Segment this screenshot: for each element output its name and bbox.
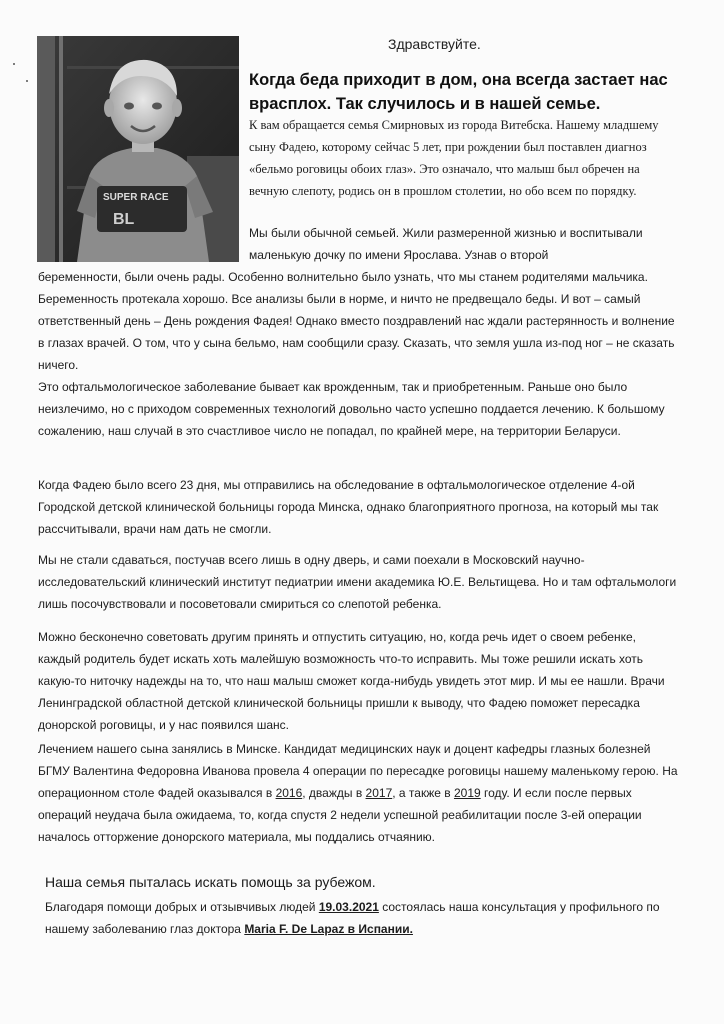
paragraph-6-text: , дважды в (302, 786, 366, 800)
paragraph-2: Это офтальмологическое заболевание бывает как врожденным, так и приобретенным. Раньше оно было неизлечимо, но с приходом современных технологий довольно часто успешно поддается лечению. К большому сожалению, наш случай в это счастливое число не попадал, по крайней мере, на территории Беларуси. (38, 380, 665, 438)
paragraph-6-text: Лечением нашего сына занялись в Минске. Кандидат медицинских наук и доцент кафедры глазных болезней БГМУ Валентина Федоровна Иванова провела 4 операции по пересадке роговицы нашему маленькому герою. На операционном столе Фадей оказывался в (38, 742, 678, 800)
consultation-date: 19.03.2021 (318, 900, 379, 914)
intro-paragraph: К вам обращается семья Смирновых из города Витебска. Нашему младшему сыну Фадею, которому сейчас 5 лет, при рождении был поставлен диагноз «бельмо роговицы обоих глаз». Это означало, что малыш был обречен на вечную слепоту, родись он в прошлом столетии, но обо всем по порядку. (249, 118, 659, 198)
greeting: Здравствуйте. (388, 36, 481, 52)
paragraph-6-text: , а также в (392, 786, 454, 800)
consultation-text: Благодаря помощи добрых и отзывчивых людей (45, 900, 319, 914)
headline: Когда беда приходит в дом, она всегда застает нас врасплох. Так случилось и в нашей семье. (249, 71, 668, 113)
paragraph-5: Можно бесконечно советовать другим принять и отпустить ситуацию, но, когда речь идет о своем ребенке, каждый родитель будет искать хоть малейшую возможность что-то исправить. Мы тоже решили искать хоть какую-то ниточку надежды на то, что наш малыш сможет когда-нибудь увидеть этот мир. И мы ее нашли. Врачи Ленинградской областной детской клинической больницы пришли к выводу, что Фадею поможет пересадка донорской роговицы, и у нас появился шанс. (38, 630, 665, 732)
scan-speck (13, 63, 15, 65)
paragraph-6-text: году. И если после первых операций неудача была ожидаема, то, когда спустя 2 недели успешной реабилитации после 3-ей операции началось отторжение донорского материала, мы поддались отчаянию. (38, 786, 642, 844)
paragraph-6 (38, 738, 678, 848)
year-link-2019: 2019 (453, 786, 481, 800)
paragraph-1-start: Мы были обычной семьей. Жили размеренной жизнью и воспитывали маленькую дочку по имени Ярослава. Узнав о второй (249, 226, 643, 262)
scan-speck (26, 80, 28, 82)
paragraph-1-continued: беременности, были очень рады. Особенно волнительно было узнать, что мы станем родителями мальчика. Беременность протекала хорошо. Все анализы были в норме, и ничто не предвещало беды. И вот – самый ответственный день – День рождения Фадея! Однако вместо поздравлений нас ждали растерянность и волнение в глазах врачей. О том, что у сына бельмо, нам сообщили сразу. Сказать, что земля ушла из-под ног – не сказать ничего. (38, 270, 675, 372)
child-photo (37, 36, 239, 262)
child-photo-illustration (37, 36, 239, 262)
section-heading-abroad: Наша семья пыталась искать помощь за рубежом. (45, 874, 376, 890)
paragraph-4: Мы не стали сдаваться, постучав всего лишь в одну дверь, и сами поехали в Московский научно-исследовательский клинический институт педиатрии имени академика Ю.Е. Вельтищева. Но и там офтальмологи лишь посочувствовали и посоветовали смириться со слепотой ребенка. (38, 553, 677, 611)
shirt-print-number: BL (113, 211, 135, 228)
consultation-text: состоялась наша консультация у профильного по нашему заболеванию глаз доктора (45, 900, 660, 936)
year-link-2017: 2017 (365, 786, 393, 800)
paragraph-3: Когда Фадею было всего 23 дня, мы отправились на обследование в офтальмологическое отделение 4-ой Городской детской клинической больницы города Минска, однако благоприятного прогноза, на который мы так рассчитывали, врачи нам дать не смогли. (38, 478, 659, 536)
consultation-paragraph (45, 896, 685, 940)
doctor-name: Maria F. De Lapaz в Испании. (244, 922, 413, 936)
year-link-2016: 2016 (275, 786, 303, 800)
shirt-print-text: SUPER RACE (103, 192, 169, 203)
